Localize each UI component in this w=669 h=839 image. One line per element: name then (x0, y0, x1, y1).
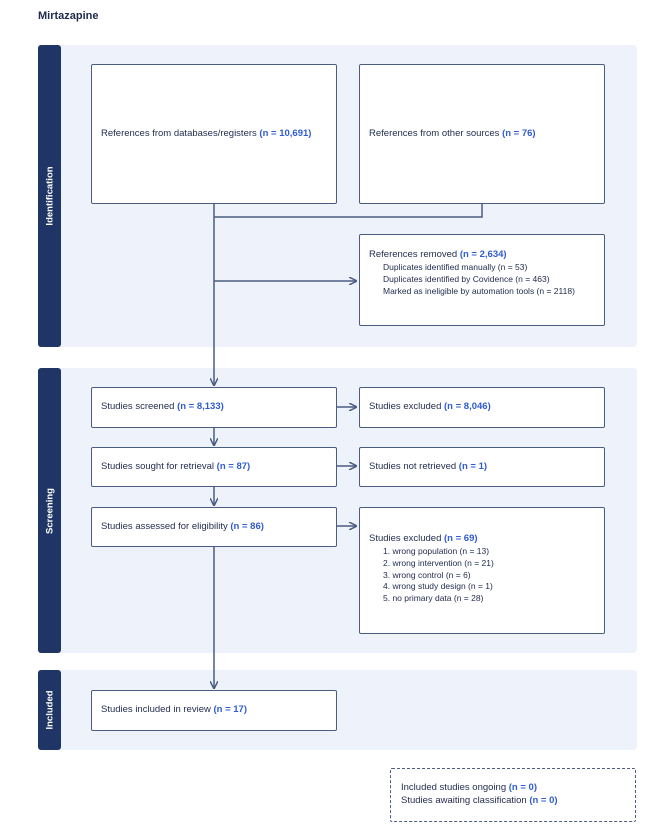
exclusion-reason: 5. no primary data (n = 28) (383, 593, 484, 604)
removed-reason: Duplicates identified manually (n = 53) (383, 261, 528, 272)
studies-not-retrieved-label: Studies not retrieved (369, 460, 457, 472)
studies-included-text (101, 704, 247, 717)
databases-text (101, 128, 311, 141)
removed-reason: Duplicates identified by Covidence (n = 463) (383, 273, 550, 284)
stage-label-screening-text: Screening (44, 487, 55, 534)
exclusion-reasons-heading (369, 533, 595, 546)
exclusion-reasons-box (359, 507, 605, 634)
studies-screened-count: (n = 8,133) (177, 401, 224, 413)
studies-sought-count: (n = 87) (216, 460, 251, 472)
studies-not-retrieved-box (359, 447, 605, 487)
references-removed-box (359, 234, 605, 326)
studies-sought-label: Studies sought for retrieval (101, 460, 215, 472)
exclusion-reason: 4. wrong study design (n = 1) (383, 581, 493, 592)
studies-sought-box (91, 447, 337, 487)
exclusion-reasons-count: (n = 69) (444, 533, 478, 544)
studies-excluded-count: (n = 8,046) (444, 401, 491, 413)
studies-assessed-text (101, 521, 264, 534)
studies-sought-text (101, 461, 250, 474)
studies-excluded-box (359, 387, 605, 428)
studies-included-count: (n = 17) (213, 704, 248, 716)
studies-assessed-count: (n = 86) (230, 520, 264, 532)
databases-label: References from databases/registers (101, 127, 257, 139)
connector-other-merge (214, 204, 482, 217)
ongoing-label: Included studies ongoing (401, 782, 507, 793)
other-sources-box (359, 64, 605, 204)
awaiting-label: Studies awaiting classification (401, 794, 527, 806)
references-removed-count: (n = 2,634) (459, 249, 507, 260)
ongoing-awaiting-box (390, 768, 636, 822)
databases-box (91, 64, 337, 204)
studies-included-box (91, 690, 337, 731)
stage-label-included-text: Included (44, 690, 55, 730)
studies-screened-text (101, 401, 224, 414)
removed-reason: Marked as ineligible by automation tools (n = 2118) (383, 285, 575, 296)
stage-label-identification-text: Identification (44, 166, 55, 226)
awaiting-line (401, 795, 625, 808)
exclusion-reasons-label: Studies excluded (369, 533, 442, 544)
other-sources-text (369, 128, 536, 141)
studies-screened-box (91, 387, 337, 428)
ongoing-line (401, 782, 625, 795)
references-removed-heading (369, 249, 595, 262)
studies-screened-label: Studies screened (101, 401, 175, 413)
ongoing-count: (n = 0) (508, 782, 537, 793)
studies-excluded-label: Studies excluded (369, 401, 442, 413)
studies-assessed-label: Studies assessed for eligibility (101, 520, 228, 532)
studies-assessed-box (91, 507, 337, 547)
awaiting-count: (n = 0) (529, 794, 558, 806)
exclusion-reason: 1. wrong population (n = 13) (383, 545, 490, 556)
studies-included-label: Studies included in review (101, 704, 211, 716)
exclusion-reason: 2. wrong intervention (n = 21) (383, 557, 494, 568)
exclusion-reason: 3. wrong control (n = 6) (383, 569, 471, 580)
other-sources-count: (n = 76) (502, 127, 536, 139)
studies-excluded-text (369, 401, 491, 414)
diagram-title: Mirtazapine (38, 10, 99, 22)
studies-not-retrieved-count: (n = 1) (458, 460, 488, 472)
other-sources-label: References from other sources (369, 127, 500, 139)
databases-count: (n = 10,691) (259, 127, 312, 139)
studies-not-retrieved-text (369, 461, 487, 474)
references-removed-label: References removed (369, 249, 458, 260)
